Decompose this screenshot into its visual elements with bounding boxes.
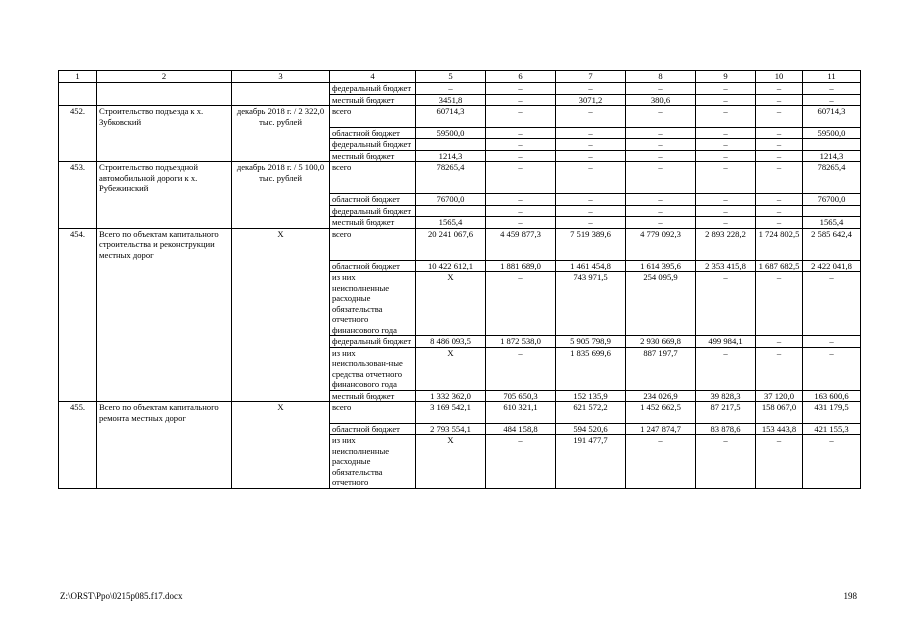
- funding-source-cell: всего: [330, 402, 416, 424]
- amount-cell: 1 687 682,5: [756, 260, 803, 272]
- funding-source-cell: местный бюджет: [330, 390, 416, 402]
- table-header-row: [59, 71, 861, 83]
- amount-cell: 37 120,0: [756, 390, 803, 402]
- deadline-cost-cell: [232, 217, 330, 229]
- amount-cell: –: [486, 94, 556, 106]
- table-row: [59, 423, 861, 435]
- amount-cell: 1565,4: [416, 217, 486, 229]
- amount-cell: 484 158,8: [486, 423, 556, 435]
- deadline-cost-cell: Х: [232, 228, 330, 260]
- table-body: [59, 71, 861, 489]
- row-number-cell: [59, 139, 97, 151]
- amount-cell: –: [696, 217, 756, 229]
- amount-cell: 3 169 542,1: [416, 402, 486, 424]
- column-number-6: 6: [486, 71, 556, 83]
- object-name-cell: [97, 127, 232, 139]
- amount-cell: –: [486, 347, 556, 390]
- amount-cell: –: [486, 106, 556, 128]
- amount-cell: –: [626, 435, 696, 489]
- row-number-cell: [59, 336, 97, 348]
- amount-cell: 59500,0: [803, 127, 861, 139]
- table-row: [59, 272, 861, 336]
- amount-cell: Х: [416, 272, 486, 336]
- column-number-11: 11: [803, 71, 861, 83]
- amount-cell: –: [803, 347, 861, 390]
- row-number-cell: [59, 272, 97, 336]
- row-number-cell: [59, 127, 97, 139]
- deadline-cost-cell: [232, 390, 330, 402]
- deadline-cost-cell: [232, 347, 330, 390]
- funding-source-cell: из них неисполненные расходные обязательства отчетного: [330, 435, 416, 489]
- funding-source-cell: всего: [330, 228, 416, 260]
- object-name-cell: [97, 94, 232, 106]
- deadline-cost-cell: декабрь 2018 г. / 5 100,0 тыс. рублей: [232, 162, 330, 194]
- amount-cell: 380,6: [626, 94, 696, 106]
- funding-source-cell: федеральный бюджет: [330, 139, 416, 151]
- amount-cell: 621 572,2: [556, 402, 626, 424]
- amount-cell: –: [556, 83, 626, 95]
- funding-source-cell: всего: [330, 162, 416, 194]
- amount-cell: –: [486, 217, 556, 229]
- amount-cell: 705 650,3: [486, 390, 556, 402]
- object-name-cell: [97, 347, 232, 390]
- column-number-9: 9: [696, 71, 756, 83]
- amount-cell: –: [696, 272, 756, 336]
- amount-cell: 153 443,8: [756, 423, 803, 435]
- amount-cell: –: [626, 217, 696, 229]
- amount-cell: –: [803, 336, 861, 348]
- funding-source-cell: из них неисполненные расходные обязательства отчетного финансового года: [330, 272, 416, 336]
- amount-cell: 87 217,5: [696, 402, 756, 424]
- table-row: [59, 390, 861, 402]
- amount-cell: 234 026,9: [626, 390, 696, 402]
- table-row: [59, 228, 861, 260]
- document-table: [58, 70, 861, 489]
- object-name-cell: [97, 260, 232, 272]
- table-row: [59, 194, 861, 206]
- amount-cell: 4 779 092,3: [626, 228, 696, 260]
- row-number-cell: [59, 194, 97, 206]
- amount-cell: –: [756, 272, 803, 336]
- amount-cell: –: [486, 162, 556, 194]
- funding-source-cell: местный бюджет: [330, 150, 416, 162]
- amount-cell: 743 971,5: [556, 272, 626, 336]
- amount-cell: –: [486, 150, 556, 162]
- table-row: [59, 162, 861, 194]
- row-number-cell: [59, 94, 97, 106]
- amount-cell: [416, 205, 486, 217]
- amount-cell: 8 486 093,5: [416, 336, 486, 348]
- row-number-cell: [59, 390, 97, 402]
- table-row: [59, 205, 861, 217]
- deadline-cost-cell: [232, 194, 330, 206]
- amount-cell: 421 155,3: [803, 423, 861, 435]
- amount-cell: –: [696, 139, 756, 151]
- amount-cell: –: [756, 150, 803, 162]
- deadline-cost-cell: [232, 272, 330, 336]
- table-row: [59, 127, 861, 139]
- amount-cell: –: [696, 347, 756, 390]
- amount-cell: –: [756, 139, 803, 151]
- amount-cell: 60714,3: [416, 106, 486, 128]
- amount-cell: 2 893 228,2: [696, 228, 756, 260]
- amount-cell: –: [626, 162, 696, 194]
- amount-cell: 1 881 689,0: [486, 260, 556, 272]
- amount-cell: 39 828,3: [696, 390, 756, 402]
- amount-cell: Х: [416, 435, 486, 489]
- amount-cell: –: [803, 435, 861, 489]
- table-row: [59, 347, 861, 390]
- deadline-cost-cell: [232, 150, 330, 162]
- footer-file-path: Z:\ORST\Ppo\0215p085.f17.docx: [60, 591, 183, 601]
- amount-cell: –: [696, 194, 756, 206]
- amount-cell: –: [696, 162, 756, 194]
- column-number-4: 4: [330, 71, 416, 83]
- row-number-cell: [59, 150, 97, 162]
- amount-cell: –: [556, 127, 626, 139]
- amount-cell: –: [556, 205, 626, 217]
- funding-source-cell: местный бюджет: [330, 217, 416, 229]
- table-row: [59, 217, 861, 229]
- amount-cell: 2 793 554,1: [416, 423, 486, 435]
- amount-cell: 78265,4: [803, 162, 861, 194]
- funding-source-cell: федеральный бюджет: [330, 83, 416, 95]
- amount-cell: 1 614 395,6: [626, 260, 696, 272]
- amount-cell: [416, 139, 486, 151]
- amount-cell: [803, 139, 861, 151]
- amount-cell: 594 520,6: [556, 423, 626, 435]
- column-number-7: 7: [556, 71, 626, 83]
- object-name-cell: Строительство подъезда к х. Зубковский: [97, 106, 232, 128]
- deadline-cost-cell: [232, 435, 330, 489]
- amount-cell: –: [486, 139, 556, 151]
- amount-cell: –: [626, 106, 696, 128]
- page-number: 198: [843, 591, 857, 601]
- amount-cell: 7 519 389,6: [556, 228, 626, 260]
- deadline-cost-cell: [232, 336, 330, 348]
- deadline-cost-cell: [232, 205, 330, 217]
- amount-cell: –: [803, 83, 861, 95]
- row-number-cell: 453.: [59, 162, 97, 194]
- amount-cell: –: [696, 83, 756, 95]
- amount-cell: 1 872 538,0: [486, 336, 556, 348]
- row-number-cell: [59, 205, 97, 217]
- table-row: [59, 435, 861, 489]
- column-number-10: 10: [756, 71, 803, 83]
- amount-cell: –: [756, 205, 803, 217]
- amount-cell: –: [696, 127, 756, 139]
- table-row: [59, 106, 861, 128]
- amount-cell: –: [756, 106, 803, 128]
- row-number-cell: 454.: [59, 228, 97, 260]
- funding-source-cell: федеральный бюджет: [330, 336, 416, 348]
- amount-cell: 1 724 802,5: [756, 228, 803, 260]
- amount-cell: 2 585 642,4: [803, 228, 861, 260]
- amount-cell: 152 135,9: [556, 390, 626, 402]
- amount-cell: –: [756, 347, 803, 390]
- amount-cell: 1214,3: [803, 150, 861, 162]
- table-row: [59, 402, 861, 424]
- deadline-cost-cell: [232, 260, 330, 272]
- object-name-cell: [97, 435, 232, 489]
- funding-source-cell: федеральный бюджет: [330, 205, 416, 217]
- row-number-cell: [59, 423, 97, 435]
- amount-cell: 76700,0: [803, 194, 861, 206]
- object-name-cell: [97, 272, 232, 336]
- amount-cell: 78265,4: [416, 162, 486, 194]
- amount-cell: 610 321,1: [486, 402, 556, 424]
- amount-cell: –: [756, 83, 803, 95]
- amount-cell: 10 422 612,1: [416, 260, 486, 272]
- deadline-cost-cell: Х: [232, 402, 330, 424]
- amount-cell: –: [696, 205, 756, 217]
- table-row: [59, 260, 861, 272]
- object-name-cell: [97, 139, 232, 151]
- amount-cell: 499 984,1: [696, 336, 756, 348]
- deadline-cost-cell: [232, 423, 330, 435]
- amount-cell: –: [556, 162, 626, 194]
- amount-cell: 1 461 454,8: [556, 260, 626, 272]
- amount-cell: 158 067,0: [756, 402, 803, 424]
- amount-cell: 5 905 798,9: [556, 336, 626, 348]
- amount-cell: –: [486, 127, 556, 139]
- table-row: [59, 150, 861, 162]
- amount-cell: –: [486, 83, 556, 95]
- amount-cell: –: [756, 94, 803, 106]
- row-number-cell: [59, 83, 97, 95]
- row-number-cell: 455.: [59, 402, 97, 424]
- amount-cell: [803, 205, 861, 217]
- column-number-8: 8: [626, 71, 696, 83]
- row-number-cell: [59, 347, 97, 390]
- amount-cell: –: [756, 162, 803, 194]
- amount-cell: 191 477,7: [556, 435, 626, 489]
- object-name-cell: [97, 205, 232, 217]
- funding-source-cell: областной бюджет: [330, 260, 416, 272]
- row-number-cell: 452.: [59, 106, 97, 128]
- amount-cell: 3071,2: [556, 94, 626, 106]
- deadline-cost-cell: [232, 83, 330, 95]
- column-number-2: 2: [97, 71, 232, 83]
- amount-cell: –: [756, 127, 803, 139]
- amount-cell: –: [486, 205, 556, 217]
- amount-cell: 3451,8: [416, 94, 486, 106]
- amount-cell: –: [696, 106, 756, 128]
- amount-cell: –: [416, 83, 486, 95]
- amount-cell: 59500,0: [416, 127, 486, 139]
- amount-cell: 254 095,9: [626, 272, 696, 336]
- object-name-cell: [97, 83, 232, 95]
- amount-cell: 163 600,6: [803, 390, 861, 402]
- amount-cell: Х: [416, 347, 486, 390]
- funding-source-cell: из них неиспользован-ные средства отчетного финансового года: [330, 347, 416, 390]
- amount-cell: 1565,4: [803, 217, 861, 229]
- amount-cell: –: [556, 150, 626, 162]
- table-row: [59, 94, 861, 106]
- amount-cell: –: [486, 272, 556, 336]
- amount-cell: –: [756, 194, 803, 206]
- object-name-cell: [97, 423, 232, 435]
- deadline-cost-cell: [232, 139, 330, 151]
- column-number-5: 5: [416, 71, 486, 83]
- deadline-cost-cell: [232, 127, 330, 139]
- amount-cell: –: [696, 94, 756, 106]
- amount-cell: –: [486, 435, 556, 489]
- deadline-cost-cell: [232, 94, 330, 106]
- amount-cell: 20 241 067,6: [416, 228, 486, 260]
- amount-cell: 1 452 662,5: [626, 402, 696, 424]
- amount-cell: –: [756, 336, 803, 348]
- table-row: [59, 139, 861, 151]
- amount-cell: –: [556, 106, 626, 128]
- amount-cell: 2 930 669,8: [626, 336, 696, 348]
- amount-cell: 83 878,6: [696, 423, 756, 435]
- amount-cell: 2 353 415,8: [696, 260, 756, 272]
- amount-cell: 1 247 874,7: [626, 423, 696, 435]
- amount-cell: –: [626, 194, 696, 206]
- amount-cell: –: [803, 272, 861, 336]
- amount-cell: –: [756, 217, 803, 229]
- amount-cell: –: [556, 217, 626, 229]
- object-name-cell: Всего по объектам капитального ремонта местных дорог: [97, 402, 232, 424]
- deadline-cost-cell: декабрь 2018 г. / 2 322,0 тыс. рублей: [232, 106, 330, 128]
- amount-cell: –: [626, 83, 696, 95]
- object-name-cell: [97, 217, 232, 229]
- amount-cell: 4 459 877,3: [486, 228, 556, 260]
- amount-cell: –: [556, 194, 626, 206]
- amount-cell: 2 422 041,8: [803, 260, 861, 272]
- amount-cell: –: [626, 139, 696, 151]
- amount-cell: 60714,3: [803, 106, 861, 128]
- object-name-cell: [97, 194, 232, 206]
- column-number-1: 1: [59, 71, 97, 83]
- object-name-cell: Строительство подъездной автомобильной дороги к х. Рубежинский: [97, 162, 232, 194]
- object-name-cell: [97, 390, 232, 402]
- object-name-cell: Всего по объектам капитального строительства и реконструкции местных дорог: [97, 228, 232, 260]
- funding-source-cell: областной бюджет: [330, 194, 416, 206]
- amount-cell: 887 197,7: [626, 347, 696, 390]
- amount-cell: 1 332 362,0: [416, 390, 486, 402]
- object-name-cell: [97, 336, 232, 348]
- funding-source-cell: всего: [330, 106, 416, 128]
- row-number-cell: [59, 217, 97, 229]
- amount-cell: –: [626, 150, 696, 162]
- object-name-cell: [97, 150, 232, 162]
- amount-cell: –: [556, 139, 626, 151]
- funding-source-cell: областной бюджет: [330, 423, 416, 435]
- amount-cell: –: [696, 435, 756, 489]
- amount-cell: 76700,0: [416, 194, 486, 206]
- table-row: [59, 83, 861, 95]
- amount-cell: 431 179,5: [803, 402, 861, 424]
- amount-cell: –: [626, 127, 696, 139]
- amount-cell: –: [626, 205, 696, 217]
- amount-cell: –: [486, 194, 556, 206]
- amount-cell: 1214,3: [416, 150, 486, 162]
- amount-cell: –: [803, 94, 861, 106]
- column-number-3: 3: [232, 71, 330, 83]
- row-number-cell: [59, 435, 97, 489]
- amount-cell: 1 835 699,6: [556, 347, 626, 390]
- amount-cell: –: [696, 150, 756, 162]
- funding-source-cell: областной бюджет: [330, 127, 416, 139]
- funding-source-cell: местный бюджет: [330, 94, 416, 106]
- row-number-cell: [59, 260, 97, 272]
- table-row: [59, 336, 861, 348]
- amount-cell: –: [756, 435, 803, 489]
